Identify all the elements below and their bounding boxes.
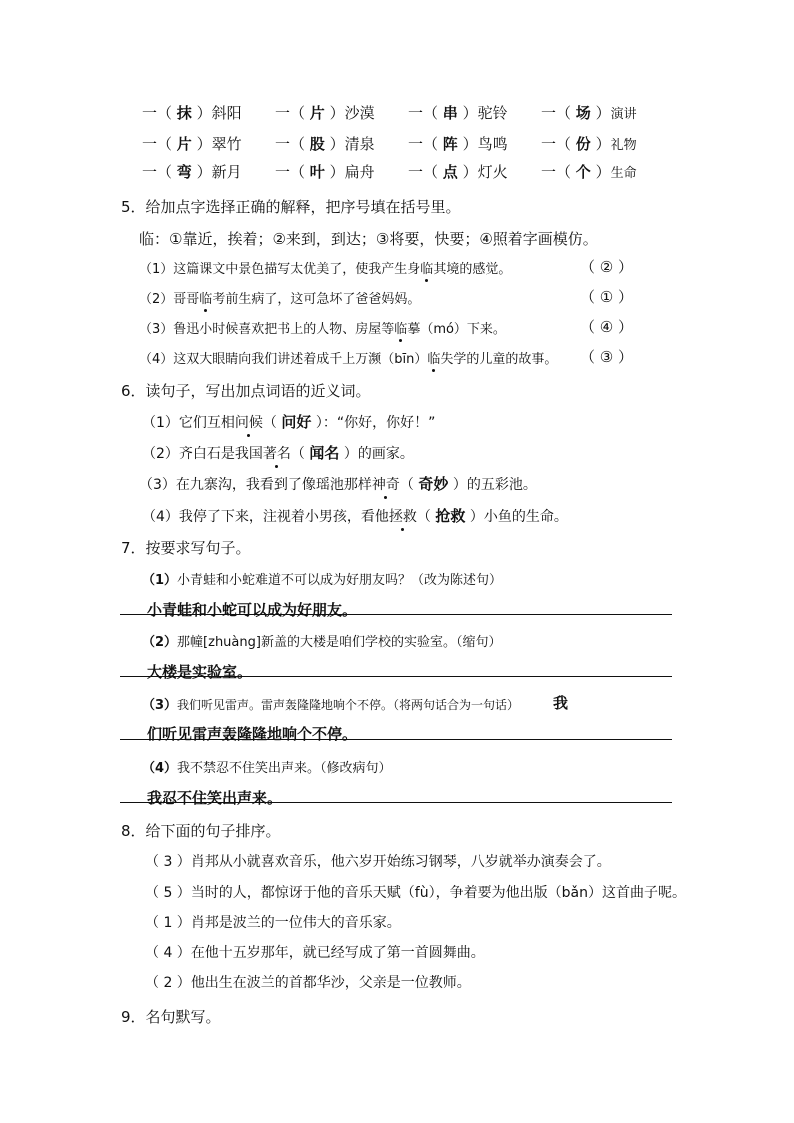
dotted-char: 临 — [420, 258, 433, 277]
q6-item: （2）齐白石是我国著名（ 闻名 ）的画家。 — [142, 444, 414, 462]
grid-cell: 一（ 叶 ）扁舟 — [275, 163, 375, 181]
q7-prompt: （1）小青蛙和小蛇难道不可以成为好朋友吗？（改为陈述句） — [142, 573, 503, 588]
answer-rule — [120, 676, 672, 677]
answer-word: 奇妙 — [418, 475, 449, 493]
answer-char: 场 — [575, 104, 591, 122]
answer-char: 份 — [575, 135, 591, 153]
answer-word: 闻名 — [309, 444, 340, 462]
q7-prompt: （2）那幢[zhuàng]新盖的大楼是咱们学校的实验室。（缩句） — [142, 635, 502, 650]
answer-char: 串 — [442, 104, 458, 122]
q5-item: （2）哥哥临考前生病了，这可急坏了爸爸妈妈。 — [139, 288, 420, 307]
dotted-char: 临 — [199, 288, 212, 307]
q5-answer: （ ③ ） — [580, 348, 633, 366]
grid-cell: 一（ 点 ）灯火 — [408, 163, 508, 181]
dotted-word: 拯救 — [389, 506, 417, 526]
answer-char: 抹 — [176, 104, 192, 122]
answer-rule — [120, 614, 672, 615]
definition-line: 临：①靠近，挨着；②来到，到达；③将要，快要；④照着字画模仿。 — [139, 230, 598, 248]
grid-cell: 一（ 份 ）礼物 — [541, 135, 637, 153]
q6-item: （1）它们互相问候（ 问好 ）：“你好，你好！” — [142, 413, 436, 431]
q6-item: （3）在九寨沟，我看到了像瑶池那样神奇（ 奇妙 ）的五彩池。 — [139, 475, 537, 493]
q7-prompt: （3）我们听见雷声。雷声轰隆隆地响个不停。（将两句话合为一句话） — [142, 698, 520, 713]
answer-char: 片 — [309, 104, 325, 122]
dotted-char: 临 — [394, 318, 407, 337]
question-8-title: 8．给下面的句子排序。 — [121, 822, 281, 840]
order-number: （ 1 ） — [145, 915, 191, 931]
dotted-word: 神奇 — [372, 474, 400, 494]
q7-answer: 小青蛙和小蛇可以成为好朋友。 — [147, 601, 358, 619]
answer-rule — [120, 802, 672, 803]
answer-char: 股 — [309, 135, 325, 153]
q5-item: （3）鲁迅小时候喜欢把书上的人物、房屋等临摹（mó）下来。 — [139, 318, 506, 337]
question-7-title: 7．按要求写句子。 — [121, 539, 251, 557]
grid-cell: 一（ 阵 ）鸟鸣 — [408, 135, 508, 153]
dotted-char: 临 — [427, 348, 440, 367]
order-number: （ 3 ） — [145, 854, 191, 870]
q5-item: （1）这篇课文中景色描写太优美了，使我产生身临其境的感觉。 — [139, 258, 511, 277]
grid-cell: 一（ 股 ）清泉 — [275, 135, 375, 153]
dotted-word: 著名 — [263, 443, 291, 463]
order-number: （ 5 ） — [145, 885, 191, 901]
answer-char: 叶 — [309, 163, 325, 181]
q7-answer: 们听见雷声轰隆隆地响个不停。 — [147, 725, 358, 743]
answer-char: 个 — [575, 163, 591, 181]
order-number: （ 4 ） — [145, 945, 191, 961]
question-5-title: 5．给加点字选择正确的解释，把序号填在括号里。 — [121, 198, 461, 216]
q8-item: （ 1 ）肖邦是波兰的一位伟大的音乐家。 — [145, 915, 401, 931]
grid-cell: 一（ 片 ）沙漠 — [275, 104, 375, 122]
q5-answer: （ ① ） — [580, 288, 633, 306]
q7-answer-start: 我 — [553, 694, 569, 712]
answer-rule — [120, 739, 672, 740]
q6-item: （4）我停了下来，注视着小男孩，看他拯救（ 抢救 ）小鱼的生命。 — [142, 507, 568, 525]
order-number: （ 2 ） — [145, 975, 191, 991]
dotted-word: 问候 — [235, 412, 263, 432]
answer-char: 弯 — [176, 163, 192, 181]
grid-cell: 一（ 抹 ）斜阳 — [142, 104, 242, 122]
q7-answer: 大楼是实验室。 — [147, 663, 253, 681]
q8-item: （ 3 ）肖邦从小就喜欢音乐，他六岁开始练习钢琴，八岁就举办演奏会了。 — [145, 854, 611, 870]
answer-char: 阵 — [442, 135, 458, 153]
answer-char: 片 — [176, 135, 192, 153]
q5-item: （4）这双大眼睛向我们讲述着成千上万濒（bīn）临失学的儿童的故事。 — [139, 348, 557, 367]
grid-cell: 一（ 弯 ）新月 — [142, 163, 242, 181]
q7-prompt: （4）我不禁忍不住笑出声来。（修改病句） — [142, 761, 392, 776]
q5-answer: （ ② ） — [580, 258, 633, 276]
answer-char: 点 — [442, 163, 458, 181]
q8-item: （ 2 ）他出生在波兰的首都华沙，父亲是一位教师。 — [145, 975, 471, 991]
answer-word: 抢救 — [435, 507, 466, 525]
q8-item: （ 4 ）在他十五岁那年，就已经写成了第一首圆舞曲。 — [145, 945, 485, 961]
q8-item: （ 5 ）当时的人，都惊讶于他的音乐天赋（fù），争着要为他出版（bǎn）这首曲子呢。 — [145, 885, 686, 901]
q7-answer: 我忍不住笑出声来。 — [147, 789, 283, 807]
question-9-title: 9．名句默写。 — [121, 1008, 221, 1026]
question-6-title: 6．读句子，写出加点词语的近义词。 — [121, 382, 371, 400]
grid-cell: 一（ 场 ）演讲 — [541, 104, 637, 122]
grid-cell: 一（ 个 ）生命 — [541, 163, 637, 181]
grid-cell: 一（ 串 ）驼铃 — [408, 104, 508, 122]
grid-cell: 一（ 片 ）翠竹 — [142, 135, 242, 153]
q5-answer: （ ④ ） — [580, 318, 633, 336]
answer-word: 问好 — [281, 413, 312, 431]
